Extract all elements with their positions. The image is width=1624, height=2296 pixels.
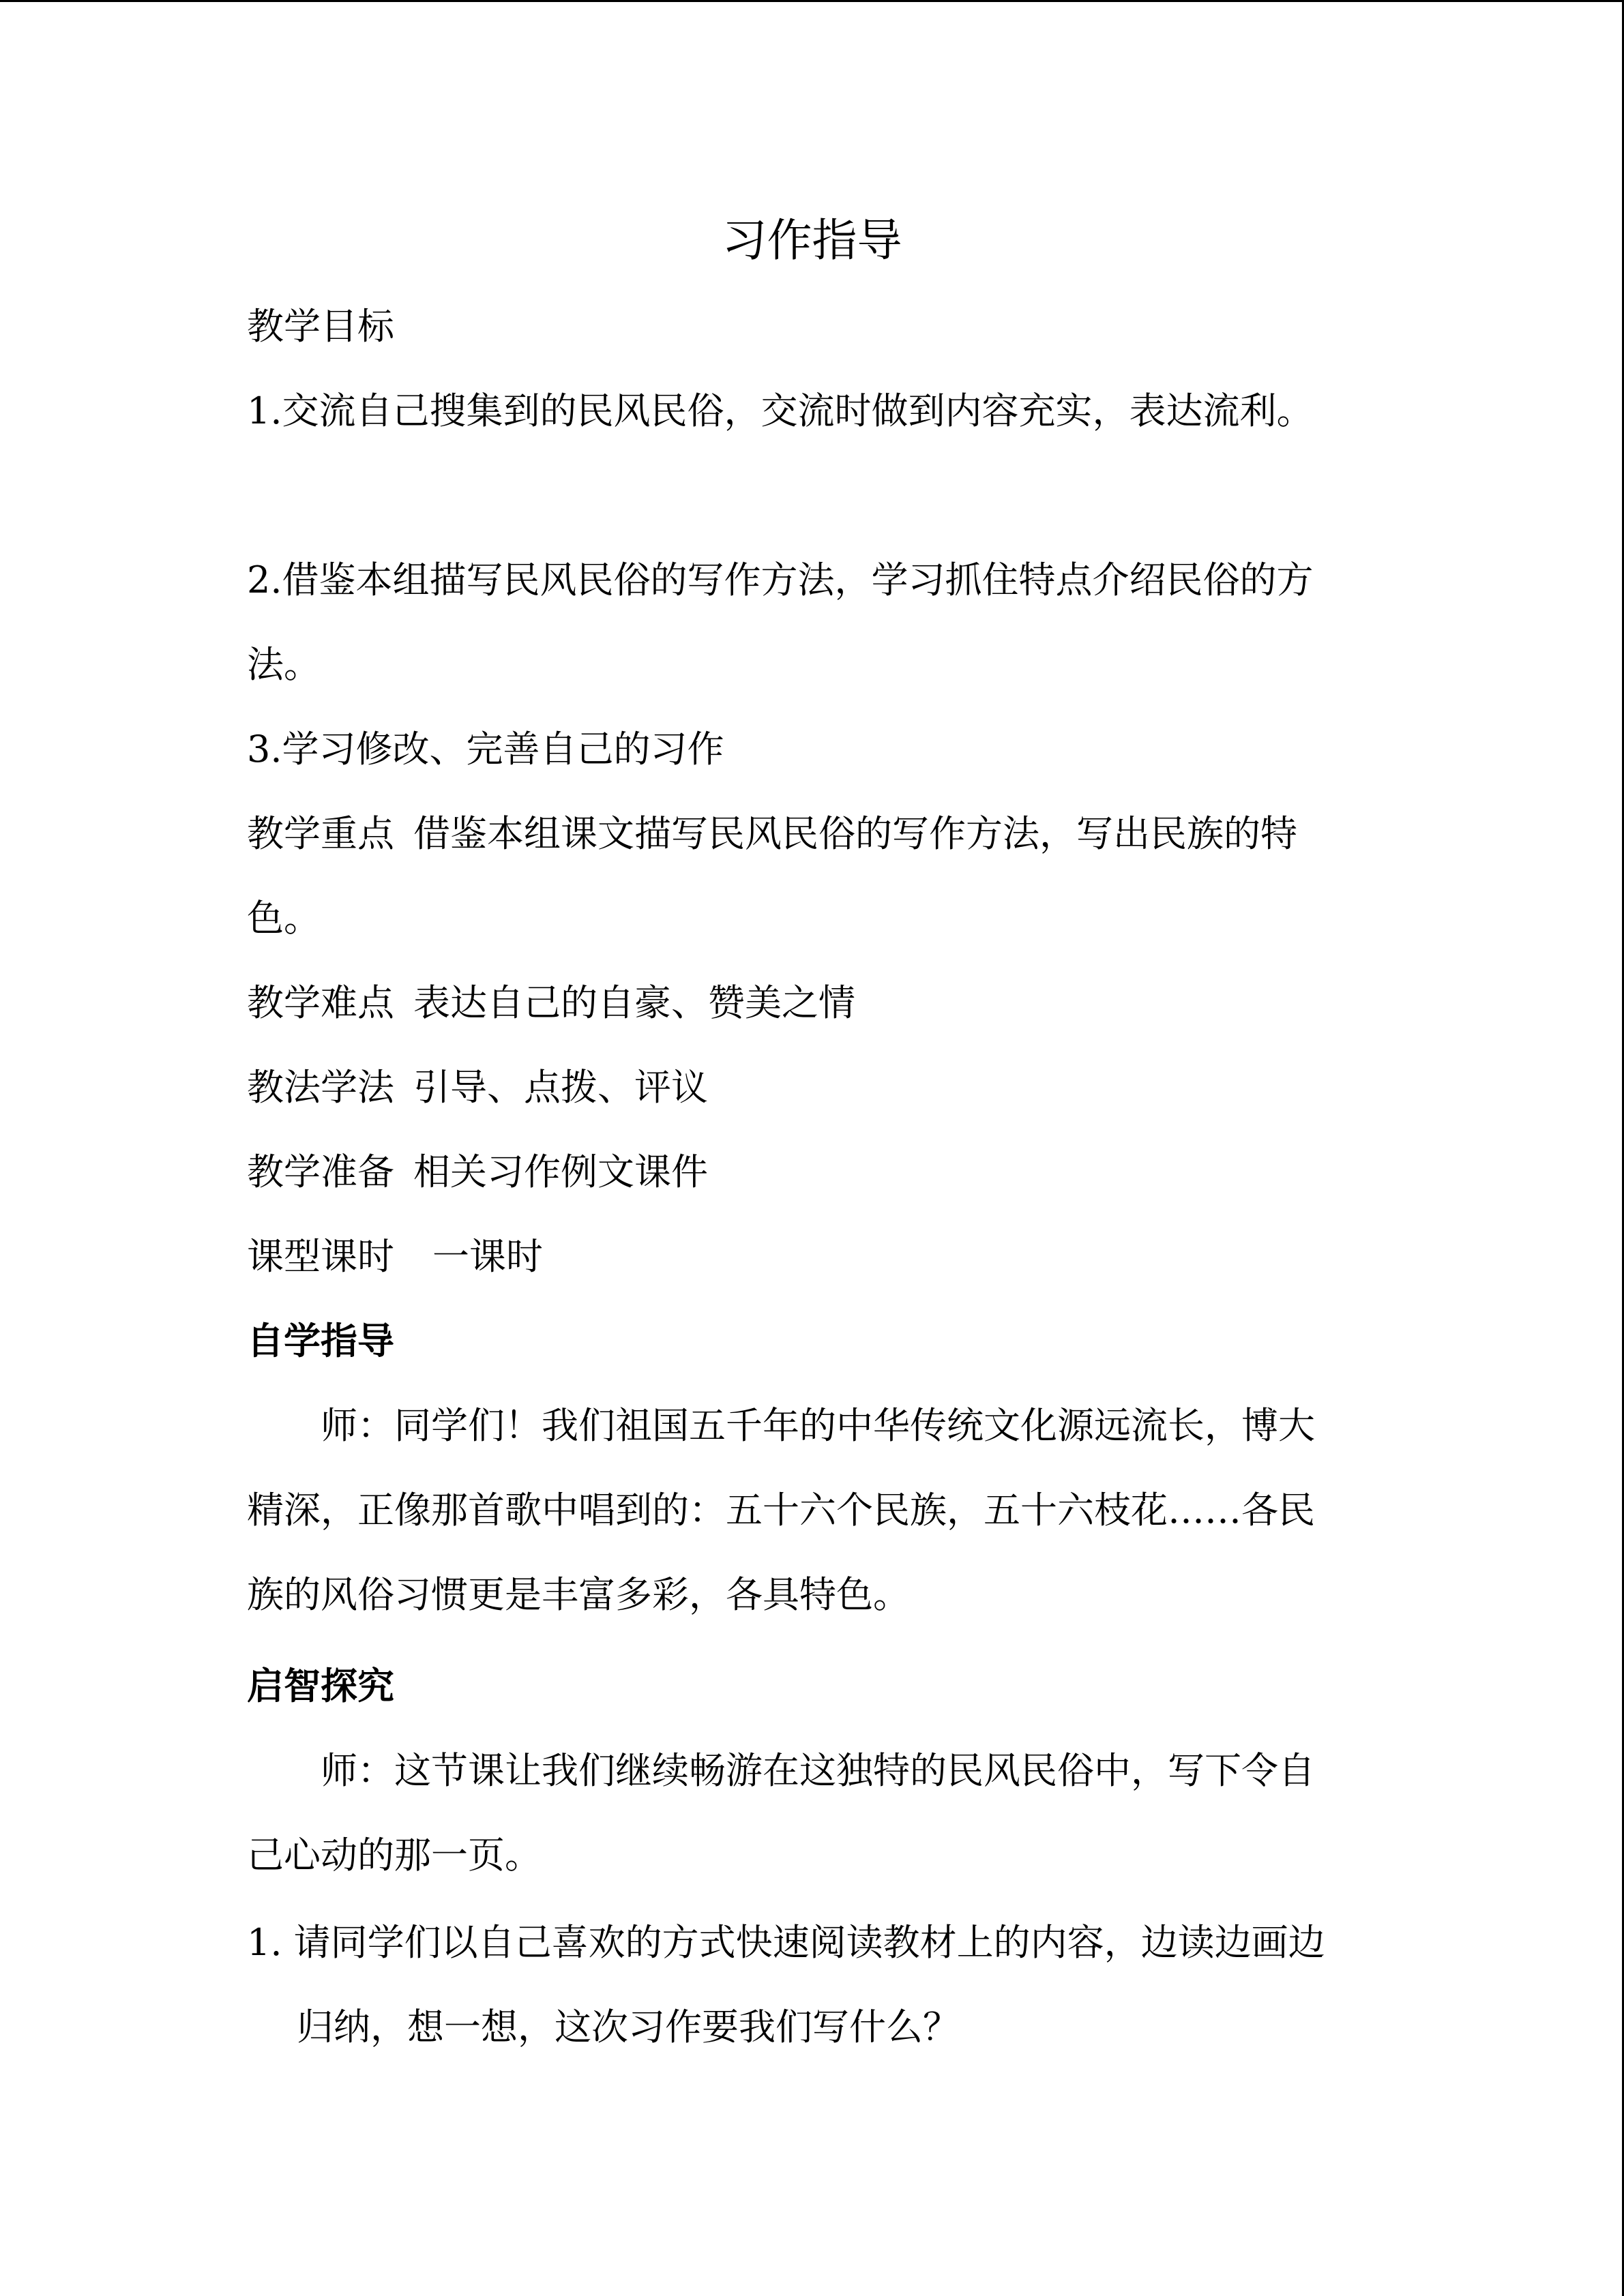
hours-label: 课型课时 [247, 1235, 394, 1278]
prep-value: 相关习作例文课件 [413, 1150, 708, 1193]
self-study-heading: 自学指导 [247, 1320, 394, 1362]
explore-line-2: 己心动的那一页。 [247, 1834, 542, 1877]
explore-line-1: 师：这节课让我们继续畅游在这独特的民风民俗中，写下令自 [321, 1749, 1315, 1792]
objective-1: 1.交流自己搜集到的民风民俗，交流时做到内容充实，表达流利。 [247, 389, 1314, 432]
question-1-line-1: 1. 请同学们以自己喜欢的方式快速阅读教材上的内容，边读边画边 [247, 1921, 1325, 1964]
objectives-heading: 教学目标 [247, 305, 394, 348]
difficulty-label: 教学难点 [247, 981, 394, 1024]
method-value: 引导、点拨、评议 [413, 1066, 708, 1109]
prep-label: 教学准备 [247, 1150, 394, 1193]
method-label: 教法学法 [247, 1066, 394, 1109]
objective-2-line-2: 法。 [247, 643, 321, 686]
objective-2-line-1: 2.借鉴本组描写民风民俗的写作方法，学习抓住特点介绍民俗的方 [247, 558, 1314, 601]
objective-3: 3.学习修改、完善自己的习作 [247, 728, 724, 771]
question-1-line-2: 归纳，想一想，这次习作要我们写什么？ [297, 2006, 960, 2048]
document-title: 习作指导 [722, 214, 902, 267]
self-study-line-2: 精深，正像那首歌中唱到的：五十六个民族，五十六枝花……各民 [247, 1489, 1315, 1532]
explore-heading: 启智探究 [247, 1665, 394, 1708]
hours-row [247, 1229, 543, 1284]
prep-row [247, 1145, 708, 1199]
difficulty-value: 表达自己的自豪、赞美之情 [413, 981, 855, 1024]
key-point-label: 教学重点 [247, 812, 394, 855]
key-point-row [247, 807, 1297, 861]
difficulty-row [247, 976, 855, 1030]
hours-value: 一课时 [432, 1235, 543, 1278]
self-study-line-3: 族的风俗习惯更是丰富多彩，各具特色。 [247, 1573, 910, 1616]
method-row [247, 1060, 708, 1115]
key-point-value: 借鉴本组课文描写民风民俗的写作方法，写出民族的特 [413, 812, 1297, 855]
self-study-line-1: 师：同学们！我们祖国五千年的中华传统文化源远流长，博大 [321, 1404, 1315, 1447]
key-point-line-2: 色。 [247, 897, 321, 940]
